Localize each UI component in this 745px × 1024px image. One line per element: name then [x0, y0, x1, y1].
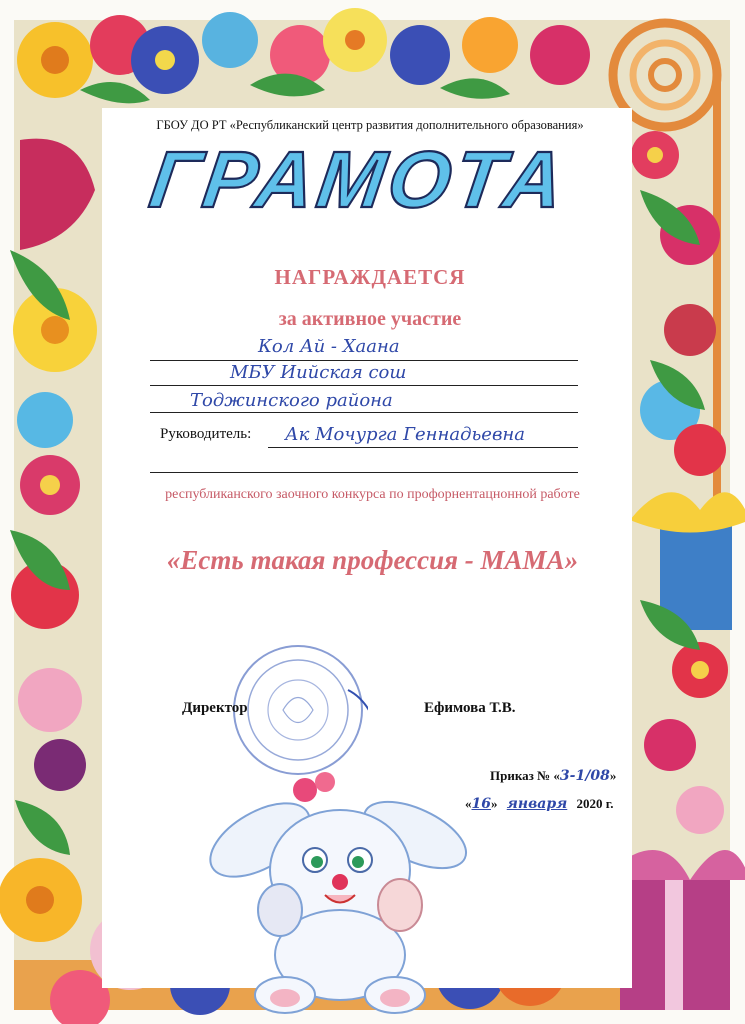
order-label: Приказ № « — [490, 768, 560, 783]
date-close: » — [490, 796, 498, 811]
handwritten-name: Кол Ай - Хаана — [258, 336, 400, 357]
handwritten-order-number: 3-1/08 — [559, 768, 610, 784]
fill-line-3 — [150, 412, 578, 413]
contest-description: республиканского заочного конкурса по профорнентацнонной работе — [165, 487, 580, 502]
supervisor-label: Руководитель: — [160, 426, 252, 442]
bunny-illustration-icon — [200, 760, 480, 1020]
official-stamp-icon — [228, 640, 368, 780]
fill-line-4 — [268, 447, 578, 448]
award-reason: за активное участие — [278, 308, 462, 330]
fill-line-2 — [150, 385, 578, 386]
director-label: Директор — [182, 700, 248, 716]
director-name: Ефимова Т.В. — [424, 700, 516, 716]
certificate-title-text: ГРАМОТА — [144, 135, 573, 225]
organization-name: ГБОУ ДО РТ «Республиканский центр развития дополнительного образования» — [156, 118, 584, 132]
fill-line-5 — [150, 472, 578, 473]
handwritten-supervisor: Ак Мочурга Геннадьевна — [285, 424, 526, 445]
handwritten-month: января — [506, 796, 568, 812]
order-line — [490, 768, 616, 784]
handwritten-school: МБУ Иийская сош — [230, 362, 407, 383]
order-date — [465, 796, 613, 812]
awarded-heading: НАГРАЖДАЕТСЯ — [274, 265, 466, 289]
handwritten-district: Тоджинского района — [190, 390, 393, 411]
handwritten-day: 16 — [471, 796, 491, 812]
certificate-title — [130, 135, 600, 225]
order-close: » — [609, 768, 617, 783]
year: 2020 г. — [576, 796, 614, 811]
date-open: « — [465, 796, 472, 811]
contest-slogan: «Есть такая профессия - МАМА» — [166, 545, 579, 575]
fill-line-1 — [150, 360, 578, 361]
